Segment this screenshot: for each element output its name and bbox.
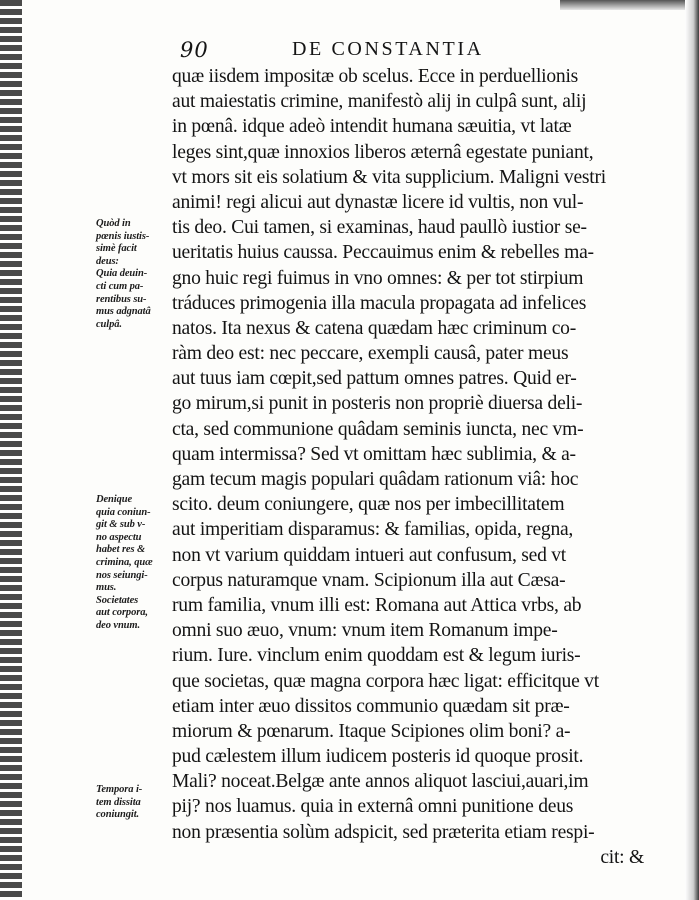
note-line: crimina, quæ bbox=[96, 556, 153, 568]
text-line: gam tecum magis populari quâdam rationum viâ: hoc bbox=[172, 469, 579, 490]
text-line: cta, sed communione quâdam seminis iuncta, nec vm- bbox=[172, 418, 584, 440]
note-line: Tempora i- bbox=[96, 784, 143, 795]
text-line: scito. deum coniungere, quæ nos per imbecillitatem bbox=[172, 494, 565, 516]
text-line: miorum & pœnarum. Itaque Scipiones olim boni? a- bbox=[172, 720, 571, 742]
note-line: mus adgnatâ bbox=[96, 306, 151, 318]
text-line: pud cælestem illum iudicem posteris id quoque prosit. bbox=[172, 746, 584, 768]
note-line: nos seiungi- bbox=[96, 569, 148, 581]
text-line: vt mors sit eis solatium & vita supplicium. Maligni vestri bbox=[172, 166, 606, 188]
page-top-edge bbox=[560, 0, 699, 10]
margin-note-2 bbox=[96, 494, 178, 633]
text-line: in pœnâ. idque adeò intendit humana sæuitia, vt latæ bbox=[172, 116, 572, 138]
text-line: que societas, quæ magna corpora hæc ligat: efficitque vt bbox=[172, 670, 599, 692]
text-line: tis deo. Cui tamen, si examinas, haud paullò iustior se- bbox=[172, 217, 587, 239]
text-line: natos. Ita nexus & catena quædam hæc criminum co- bbox=[172, 317, 577, 339]
text-line: animi! regi alicui aut dynastæ licere id vultis, non vul- bbox=[172, 191, 584, 213]
note-line: simè facit bbox=[96, 243, 137, 255]
text-line: tráduces primogenia illa macula propagata ad infelices bbox=[172, 292, 587, 314]
text-line: pij? nos luamus. quia in externâ omni punitione deus bbox=[172, 796, 574, 818]
text-line-last: cit: & bbox=[600, 846, 644, 868]
text-line: rum familia, vnum illi est: Romana aut Attica vrbs, ab bbox=[172, 594, 582, 616]
note-line: mus. bbox=[96, 582, 117, 594]
note-line: quia coniun- bbox=[96, 506, 151, 518]
text-line: go mirum,si punit in posteris non propriè diuersa deli- bbox=[172, 393, 583, 415]
text-line: ueritatis huius caussa. Peccauimus enim & rebelles ma- bbox=[172, 242, 594, 264]
text-line: rium. Iure. vinclum enim quoddam est & legum iuris- bbox=[172, 645, 581, 667]
note-line: habet res & bbox=[96, 544, 146, 556]
running-title: DE CONSTANTIA bbox=[292, 38, 484, 60]
text-line: etiam inter æuo dissitos communio quædam sit præ- bbox=[172, 695, 570, 717]
page-left-edge bbox=[0, 0, 22, 900]
margin-note-3 bbox=[96, 784, 178, 822]
text-line: aut maiestatis crimine, manifestò alij in culpâ sunt, alij bbox=[172, 91, 587, 113]
note-line: Denique bbox=[96, 494, 133, 505]
text-line: quam intermissa? Sed vt omittam hæc sublimia, & a- bbox=[172, 443, 576, 465]
note-line: tem dissita bbox=[96, 796, 141, 808]
note-line: coniungit. bbox=[96, 809, 140, 821]
text-line: Mali? noceat.Belgæ ante annos aliquot lasciui,auari,im bbox=[172, 771, 589, 793]
note-line: deo vnum. bbox=[96, 619, 141, 631]
text-line: ràm deo est: nec peccare, exempli causâ, pater meus bbox=[172, 343, 569, 365]
note-line: rentibus su- bbox=[96, 293, 147, 305]
text-line: leges sint,quæ innoxios liberos æternâ egestate puniant, bbox=[172, 141, 594, 163]
note-line: Societates bbox=[96, 594, 139, 606]
note-line: pœnis iustis- bbox=[96, 230, 150, 242]
note-line: cti cum pa- bbox=[96, 280, 144, 292]
text-line: aut tuus iam cœpit,sed pattum omnes patres. Quid er- bbox=[172, 368, 577, 390]
main-text-block bbox=[172, 64, 672, 870]
text-line: non vt varium quiddam intueri aut confusum, sed vt bbox=[172, 544, 567, 566]
page-right-edge bbox=[685, 0, 699, 900]
text-line: corpus naturamque vnam. Scipionum illa aut Cæsa- bbox=[172, 569, 566, 591]
text-line: non præsentia solùm adspicit, sed præterita etiam respi- bbox=[172, 821, 595, 843]
note-line: deus: bbox=[96, 255, 119, 267]
page-number: 90 bbox=[180, 38, 209, 62]
note-line: no aspectu bbox=[96, 531, 142, 543]
text-line: aut imperitiam disparamus: & familias, opida, regna, bbox=[172, 519, 574, 541]
text-line: omni suo æuo, vnum: vnum item Romanum impe- bbox=[172, 620, 558, 642]
note-line: Quòd in bbox=[96, 218, 131, 229]
text-line: gno huic regi fuimus in vno omnes: & per tot stirpium bbox=[172, 267, 584, 289]
note-line: Quia deuin- bbox=[96, 268, 148, 280]
note-line: git & sub v- bbox=[96, 519, 146, 531]
note-line: aut corpora, bbox=[96, 607, 148, 619]
margin-note-1 bbox=[96, 218, 178, 331]
note-line: culpâ. bbox=[96, 318, 122, 330]
text-line: quæ iisdem impositæ ob scelus. Ecce in perduellionis bbox=[172, 66, 579, 87]
